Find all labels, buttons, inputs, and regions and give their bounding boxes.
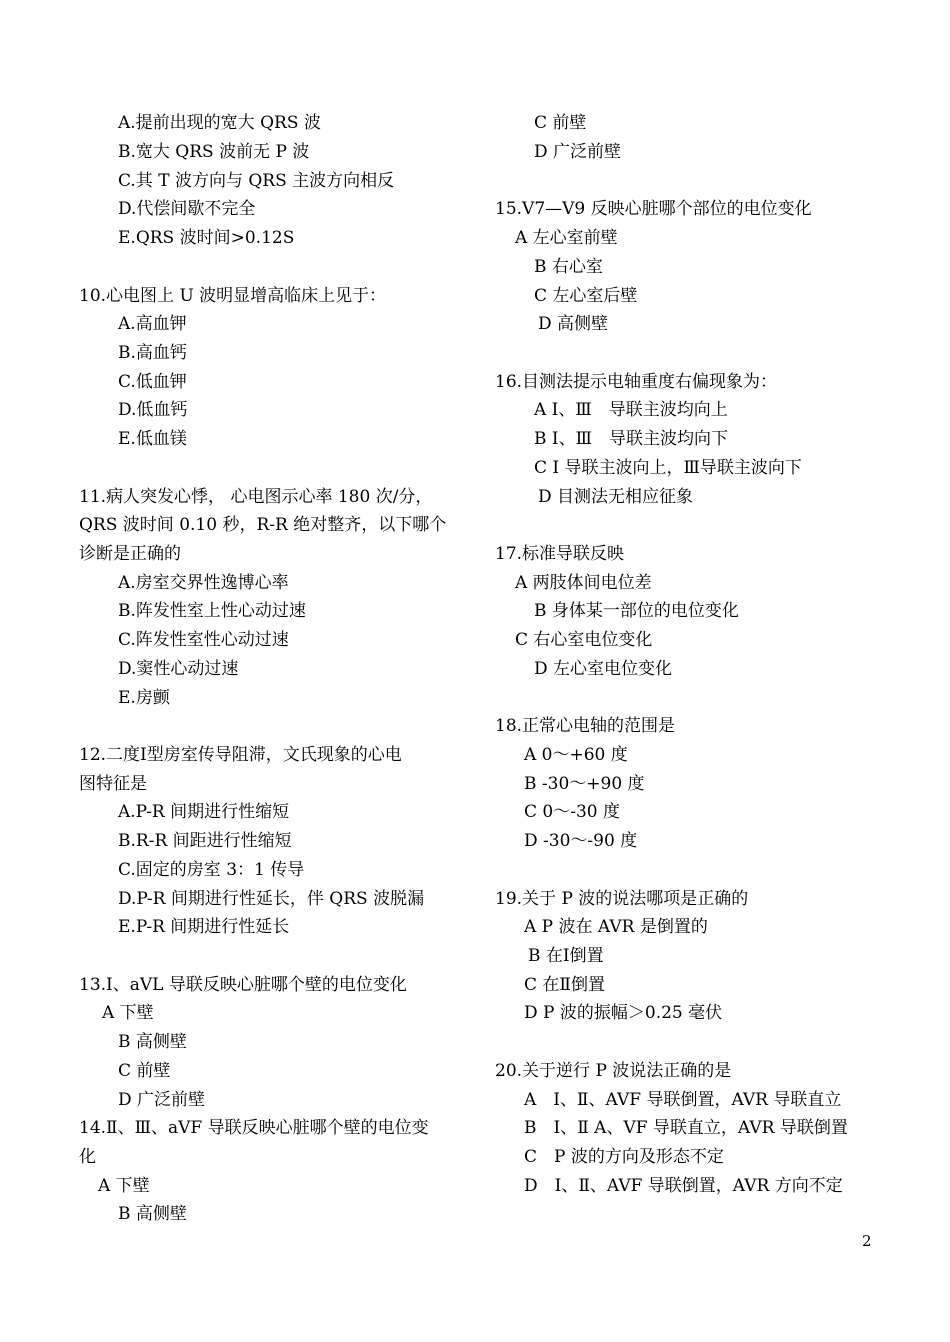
question-12: 12.二度Ⅰ型房室传导阻滞，文氏现象的心电: [79, 745, 402, 765]
question-13: 13.Ⅰ、aVL 导联反映心脏哪个壁的电位变化: [79, 975, 407, 995]
question-15: 15.V7—V9 反映心脏哪个部位的电位变化: [495, 199, 812, 219]
text-line: C.低血钾: [118, 372, 187, 392]
text-line: C P 波的方向及形态不定: [524, 1147, 724, 1167]
text-line: A P 波在 AVR 是倒置的: [524, 917, 708, 937]
text-line: B.宽大 QRS 波前无 P 波: [118, 142, 310, 162]
text-line: D 目测法无相应征象: [538, 487, 694, 507]
text-line: B 高侧壁: [118, 1032, 187, 1052]
text-line: C 前壁: [118, 1061, 171, 1081]
text-line: C 在Ⅱ倒置: [524, 975, 605, 995]
question-17: 17.标准导联反映: [495, 544, 625, 564]
text-line: B 右心室: [534, 257, 603, 277]
question-19: 19.关于 P 波的说法哪项是正确的: [495, 889, 749, 909]
text-line: B 身体某一部位的电位变化: [534, 601, 739, 621]
question-14: 14.Ⅱ、Ⅲ、aVF 导联反映心脏哪个壁的电位变: [79, 1118, 429, 1138]
text-line: 化: [79, 1147, 96, 1167]
text-line: A.房室交界性逸博心率: [118, 573, 289, 593]
text-line: C.固定的房室 3：1 传导: [118, 860, 305, 880]
text-line: D.低血钙: [118, 400, 188, 420]
text-line: D 广泛前壁: [118, 1090, 206, 1110]
text-line: E.QRS 波时间>0.12S: [118, 228, 295, 248]
question-16: 16.目测法提示电轴重度右偏现象为：: [495, 372, 778, 392]
text-line: C.其 T 波方向与 QRS 主波方向相反: [118, 171, 395, 191]
text-line: A 0～+60 度: [524, 745, 628, 765]
text-line: D -30～-90 度: [524, 831, 638, 851]
text-line: A.高血钾: [118, 314, 187, 334]
text-line: 诊断是正确的: [79, 544, 181, 564]
text-line: D 高侧壁: [538, 314, 609, 334]
text-line: A 两肢体间电位差: [515, 573, 652, 593]
text-line: B.高血钙: [118, 343, 187, 363]
text-line: D.代偿间歇不完全: [118, 199, 256, 219]
text-line: C 前壁: [534, 113, 587, 133]
text-line: B 高侧壁: [118, 1204, 187, 1224]
text-line: A 下壁: [102, 1003, 154, 1023]
text-line: A Ⅰ、Ⅲ 导联主波均向上: [534, 400, 728, 420]
text-line: D.窦性心动过速: [118, 659, 239, 679]
text-line: B.阵发性室上性心动过速: [118, 601, 306, 621]
text-line: A.P-R 间期进行性缩短: [118, 802, 290, 822]
text-line: D 广泛前壁: [534, 142, 622, 162]
text-line: A.提前出现的宽大 QRS 波: [118, 113, 321, 133]
question-18: 18.正常心电轴的范围是: [495, 716, 676, 736]
text-line: A Ⅰ、Ⅱ、AVF 导联倒置，AVR 导联直立: [524, 1090, 842, 1110]
text-line: B 在Ⅰ倒置: [528, 946, 604, 966]
text-line: QRS 波时间 0.10 秒，R-R 绝对整齐，以下哪个: [79, 515, 447, 535]
text-line: B Ⅰ、Ⅱ A、VF 导联直立，AVR 导联倒置: [524, 1118, 848, 1138]
text-line: E.P-R 间期进行性延长: [118, 917, 290, 937]
text-line: D 左心室电位变化: [534, 659, 673, 679]
text-line: D P 波的振幅＞0.25 毫伏: [524, 1003, 723, 1023]
text-line: E.房颤: [118, 688, 170, 708]
text-line: A 左心室前壁: [515, 228, 618, 248]
text-line: C 左心室后壁: [534, 286, 638, 306]
question-10: 10.心电图上 U 波明显增高临床上见于：: [79, 286, 387, 306]
question-20: 20.关于逆行 P 波说法正确的是: [495, 1061, 732, 1081]
text-line: 图特征是: [79, 774, 147, 794]
text-line: D.P-R 间期进行性延长，伴 QRS 波脱漏: [118, 889, 425, 909]
text-line: B -30～+90 度: [524, 774, 645, 794]
text-line: C Ⅰ 导联主波向上，Ⅲ导联主波向下: [534, 458, 802, 478]
text-line: B.R-R 间距进行性缩短: [118, 831, 292, 851]
question-11: 11.病人突发心悸， 心电图示心率 180 次/分，: [79, 487, 433, 507]
text-line: C.阵发性室性心动过速: [118, 630, 289, 650]
text-line: D Ⅰ、Ⅱ、AVF 导联倒置，AVR 方向不定: [524, 1176, 843, 1196]
text-line: C 右心室电位变化: [515, 630, 653, 650]
page-number: 2: [862, 1232, 872, 1250]
text-line: C 0～-30 度: [524, 802, 621, 822]
text-line: A 下壁: [98, 1176, 150, 1196]
text-line: B Ⅰ、Ⅲ 导联主波均向下: [534, 429, 729, 449]
text-line: E.低血镁: [118, 429, 187, 449]
